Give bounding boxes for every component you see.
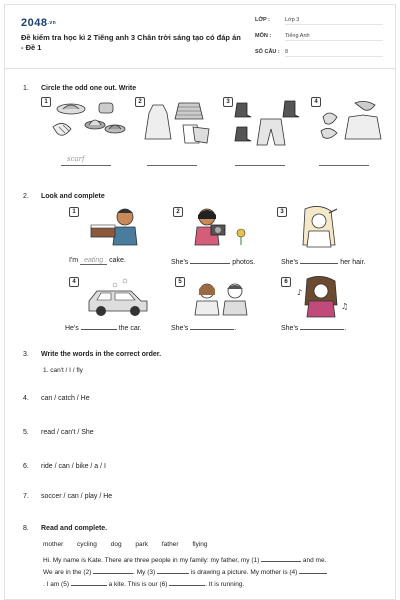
answer-blank[interactable] xyxy=(169,579,205,586)
document-title: Đề kiểm tra học kì 2 Tiếng anh 3 Chân trời sáng tạo có đáp án - Đề 1 xyxy=(21,33,241,52)
worksheet-page xyxy=(4,4,396,600)
question-number: 1. xyxy=(23,85,29,92)
boy-eating-cake-picture xyxy=(85,205,145,247)
sentence-start: She's xyxy=(281,259,299,266)
sentence-5 xyxy=(171,323,236,332)
question-text: ride / can / bike / a / I xyxy=(41,463,106,470)
picture-number-badge: 1 xyxy=(69,207,79,217)
sentence-start: She's xyxy=(171,259,189,266)
answer-blank[interactable] xyxy=(190,323,237,332)
sentence-end: photos. xyxy=(232,259,256,266)
answer-blank-4[interactable] xyxy=(319,165,369,166)
girl-singing-picture xyxy=(297,275,349,319)
word-bank-item: flying xyxy=(192,541,208,548)
picture-number-badge: 4 xyxy=(311,97,321,107)
picture-number-badge: 5 xyxy=(175,277,185,287)
word-bank-item: dog xyxy=(110,541,122,548)
sentence-4 xyxy=(65,323,142,332)
sentence-end: . xyxy=(234,325,237,332)
passage-text: . I am (5) xyxy=(43,581,70,588)
meta-value-class: Lớp 3 xyxy=(285,17,383,25)
picture-number-badge: 6 xyxy=(281,277,291,287)
question-number: 7. xyxy=(23,493,29,500)
meta-value-question-count: 8 xyxy=(285,49,383,57)
boy-washing-car-picture xyxy=(85,275,155,317)
question-instruction: Write the words in the correct order. xyxy=(41,351,162,358)
answer-blank[interactable] xyxy=(190,257,230,264)
sentence-6 xyxy=(281,323,346,332)
question-8 xyxy=(23,525,107,532)
word-bank-item: cycling xyxy=(77,541,97,548)
girl-taking-photos-picture xyxy=(189,205,255,247)
passage-text: . It is running. xyxy=(205,581,245,588)
question-text: read / can't / She xyxy=(41,429,94,436)
clothes-picture-1 xyxy=(49,99,129,147)
question-3-item: 1. can't / I / fly xyxy=(43,367,83,374)
svg-text:♪: ♪ xyxy=(297,288,303,297)
sentence-end: her hair. xyxy=(340,259,366,266)
word-bank-item: park xyxy=(135,541,149,548)
passage-text: Hi. My name is Kate. There are three people in my family: my father, my (1) xyxy=(43,557,260,564)
svg-text:♫: ♫ xyxy=(341,302,349,311)
example-answer: eating xyxy=(80,257,107,265)
question-number: 4. xyxy=(23,395,29,402)
question-2 xyxy=(23,193,105,200)
passage-line-2 xyxy=(43,567,388,579)
picture-number-badge: 3 xyxy=(223,97,233,107)
answer-blank-1[interactable] xyxy=(61,165,111,166)
question-number: 5. xyxy=(23,429,29,436)
passage-line-1 xyxy=(43,555,388,567)
picture-number-badge: 3 xyxy=(277,207,287,217)
answer-blank[interactable] xyxy=(81,323,117,330)
question-number: 8. xyxy=(23,525,29,532)
clothes-picture-2 xyxy=(143,99,223,147)
answer-blank[interactable] xyxy=(157,567,189,574)
meta-label-question-count: SỐ CÂU : xyxy=(255,49,280,55)
picture-number-badge: 2 xyxy=(173,207,183,217)
answer-blank-3[interactable] xyxy=(235,165,285,166)
clothes-picture-4 xyxy=(319,99,389,147)
picture-number-badge: 1 xyxy=(41,97,51,107)
meta-value-subject: Tiếng Anh xyxy=(285,33,383,41)
question-number: 6. xyxy=(23,463,29,470)
question-4 xyxy=(23,395,90,402)
passage-line-3 xyxy=(43,579,388,591)
question-text: soccer / can / play / He xyxy=(41,493,113,500)
girls-talking-picture xyxy=(191,277,253,317)
sentence-start: She's xyxy=(281,325,299,332)
question-number: 2. xyxy=(23,193,29,200)
word-bank-item: father xyxy=(161,541,179,548)
question-5 xyxy=(23,429,94,436)
passage-text: is drawing a picture. My mother is (4) xyxy=(190,569,298,576)
question-instruction: Circle the odd one out. Write xyxy=(41,85,137,92)
sentence-start: She's xyxy=(171,325,189,332)
answer-blank[interactable] xyxy=(93,567,133,574)
answer-blank-2[interactable] xyxy=(147,165,197,166)
site-logo[interactable]: 2048.vn xyxy=(21,17,57,29)
sentence-end: the car. xyxy=(118,325,142,332)
question-instruction: Look and complete xyxy=(41,193,105,200)
girl-brushing-hair-picture xyxy=(295,205,345,249)
document-header xyxy=(5,5,396,69)
sentence-1 xyxy=(69,257,126,264)
answer-blank[interactable] xyxy=(261,555,301,562)
passage-text: and me. xyxy=(302,557,327,564)
question-7 xyxy=(23,493,112,500)
question-instruction: Read and complete. xyxy=(41,525,108,532)
answer-blank[interactable] xyxy=(300,257,338,264)
question-number: 3. xyxy=(23,351,29,358)
answer-blank[interactable] xyxy=(300,323,347,332)
question-1 xyxy=(23,85,136,92)
example-answer: scarf xyxy=(67,155,85,163)
sentence-end: . xyxy=(344,325,347,332)
meta-label-subject: MÔN : xyxy=(255,33,272,39)
picture-number-badge: 4 xyxy=(69,277,79,287)
passage-text: a kite. This is our (6) xyxy=(108,581,168,588)
reading-passage xyxy=(43,555,388,591)
clothes-picture-3 xyxy=(231,99,309,147)
sentence-end: cake. xyxy=(109,257,126,264)
question-3 xyxy=(23,351,161,358)
word-bank xyxy=(43,541,220,548)
answer-blank[interactable] xyxy=(299,567,327,574)
sentence-3 xyxy=(281,257,366,266)
meta-label-class: LỚP : xyxy=(255,17,270,23)
passage-text: . My (3) xyxy=(133,569,156,576)
picture-number-badge: 2 xyxy=(135,97,145,107)
word-bank-item: mother xyxy=(43,541,64,548)
sentence-start: I'm xyxy=(69,257,79,264)
question-6 xyxy=(23,463,106,470)
passage-text: We are in the (2) xyxy=(43,569,92,576)
sentence-2 xyxy=(171,257,255,266)
answer-blank[interactable] xyxy=(71,579,107,586)
sentence-start: He's xyxy=(65,325,79,332)
question-text: can / catch / He xyxy=(41,395,90,402)
